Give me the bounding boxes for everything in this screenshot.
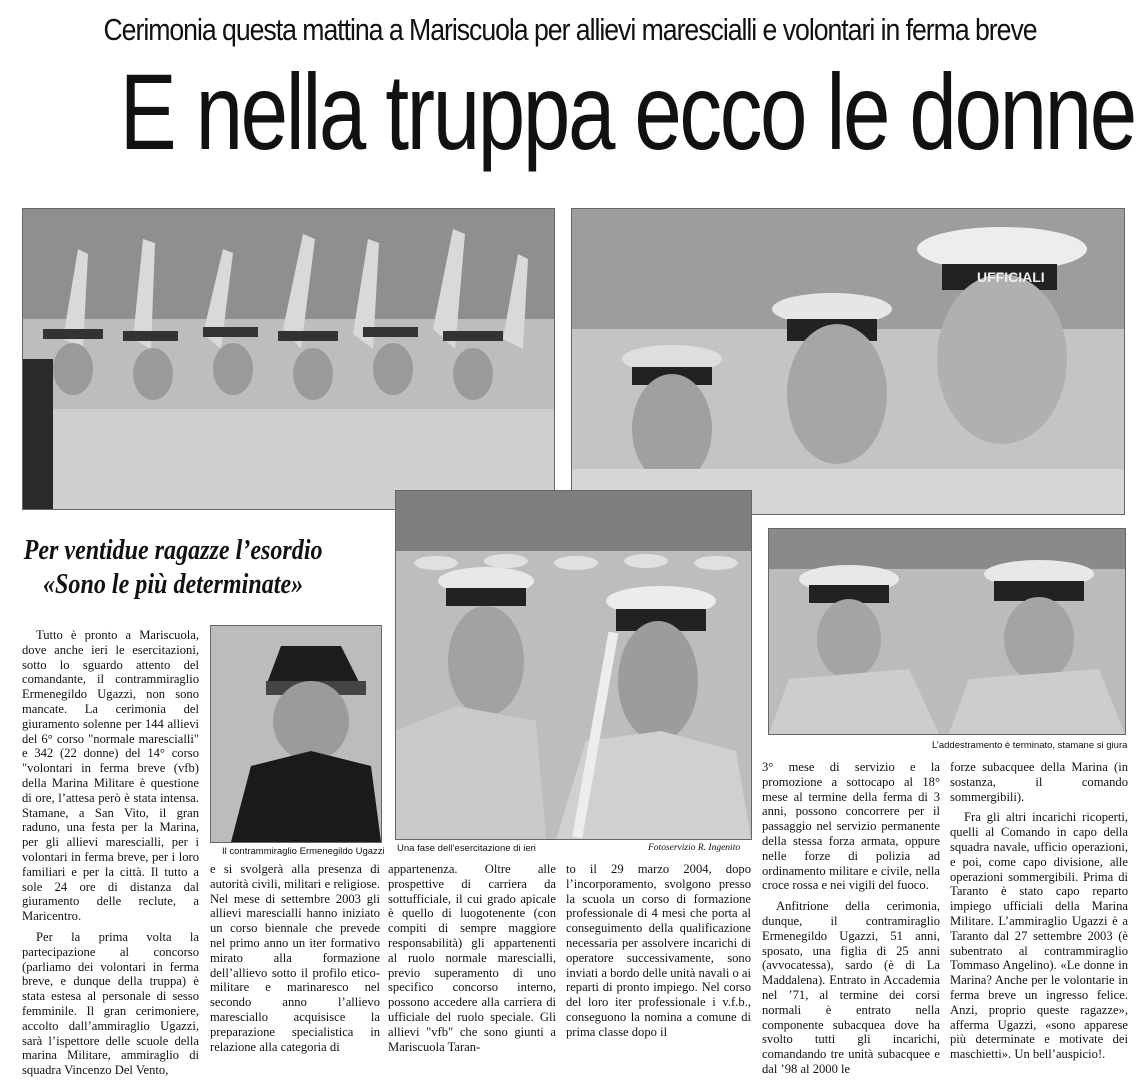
caption-right: L’addestramento è terminato, stamane si giura (932, 740, 1128, 751)
photo-oath (768, 528, 1126, 735)
paragraph: Per la prima volta la partecipazione al concorso (parliamo dei volontari in ferma breve, e dunque della truppa) è stata estesa al personale di sesso femminile. Il gran cerimoniere, accolto dall’ammiraglio Ugazzi, sarà l’ispettore delle scuole della marina Militare, ammiraglio di squadra Vincenzo Del Vento, (22, 929, 199, 1078)
column-6 (950, 760, 1128, 1068)
paragraph: Anfitrione della cerimonia, dunque, il contramiraglio Ermenegildo Ugazzi, 51 anni, sposato, una figlia di 25 anni (avvocatessa), sardo (è di La Maddalena). Entrato in Accademia nel ’71, al termine dei corsi normali è entrato nella componente subacquea dove ha svolto tutti gli incarichi, comandando tre unità subacquee e dal ’98 al 2000 le (762, 899, 940, 1076)
paragraph: e si svolgerà alla presenza di autorità civili, militari e religiose. Nel mese di settembre 2003 gli allievi marescialli hanno iniziato un corso biennale che prevede nel primo anno un iter formativo mirato alla formazione dell’allievo sotto il profilo etico-militare e marinaresco nel secondo anno l’allievo maresciallo acquisisce la preparazione specialistica in relazione alla categoria di (210, 862, 380, 1054)
paragraph: forze subacquee della Marina (in sostanza, il comando sommergibili). (950, 760, 1128, 804)
paragraph: appartenenza. Oltre alle prospettive di carriera da sottufficiale, il cui grado apicale è quello di luogotenente (con compiti di sempre maggiore responsabilità) gli appartenenti al ruolo normale marescialli, previo superamento di uno specifico concorso interno, possono accedere alla carriera di ufficiale del ruolo speciale. Gli allievi "vfb" che sono giunti a Mariscuola Taran- (388, 862, 556, 1054)
photo-salute (22, 208, 555, 510)
paragraph: Tutto è pronto a Mariscuola, dove anche ieri le esercitazioni, sotto lo sguardo attento del comandante, il contrammiraglio Ermenegildo Ugazzi, non sono mancate. La cerimonia del giuramento solenne per 144 allievi del 6° corso "normale marescialli" e 342 (22 donne) del 14° corso "volontari in ferma breve (vfb) della Marina Militare è questione di ore, l’attesa però è stata intensa. Stamane, a San Vito, il gran raduno, una festa per la Marina, per gli allievi marescialli, per i volontari in ferma breve, per i loro familiari e per la città. Il tutto a sole 24 ore di distanza dal giuramento delle reclute, a Maricentro. (22, 628, 199, 924)
column-1 (22, 628, 199, 1084)
caption-center: Una fase dell’esercitazione di ieri (397, 843, 536, 854)
headline: E nella truppa ecco le donne (119, 51, 1135, 172)
caption-portrait: Il contrammiraglio Ermenegildo Ugazzi (222, 846, 385, 857)
subhead-line-2: «Sono le più determinate» (42, 569, 304, 600)
column-5 (762, 760, 940, 1083)
cap-band-text: UFFICIALI (977, 269, 1045, 285)
paragraph: Fra gli altri incarichi ricoperti, quelli al Comando in capo della squadra navale, ufficio operazioni, e poi, come capo divisione, alle operazioni sommergibili. Prima di Taranto è stato capo reparto impiego ufficiali della Marina Militare. L’ammiraglio Ugazzi è a Taranto dal 27 settembre 2003 (è subentrato al contrammiraglio Tommaso Angelino). «Le donne in Marina? Anche per le volontarie in ferma breve un ingresso felice. Anzi, proprio queste ragazze», afferma Ugazzi, «sono apparese più determinate e motivate dei maschietti». Un bell’auspicio!. (950, 810, 1128, 1062)
photo-credit: Fotoservizio R. Ingenito (648, 843, 741, 853)
column-2 (210, 862, 380, 1060)
column-4 (566, 862, 751, 1046)
photo-profile (571, 208, 1125, 515)
photo-admiral (210, 625, 382, 843)
subhead-line-1: Per ventidue ragazze l’esordio (23, 535, 323, 566)
paragraph: to il 29 marzo 2004, dopo l’incorporamento, svolgono presso la scuola un corso di formazione professionale di 4 mesi che porta al conseguimento della qualificazione necessaria per assolvere incarichi di operatore successivamente, sono inviati a bordo delle unità navali o ai reparti di pronto impiego. Nel corso del loro iter professionale i v.f.b., conseguono la nomina a comune di prima classe dopo il (566, 862, 752, 1039)
paragraph: 3° mese di servizio e la promozione a sottocapo al 18° mese al termine della ferma di 3 anni, possono concorrere per il passaggio nel servizio permanente della stessa forza armata, oppure nelle forze di polizia ad ordinamento militare e civile, nella croce rossa e nei vigili del fuoco. (762, 760, 940, 893)
photo-exercise (395, 490, 752, 840)
kicker: Cerimonia questa mattina a Mariscuola per allievi marescialli e volontari in ferma breve (103, 12, 1037, 47)
subhead (14, 534, 332, 602)
column-3 (388, 862, 556, 1060)
